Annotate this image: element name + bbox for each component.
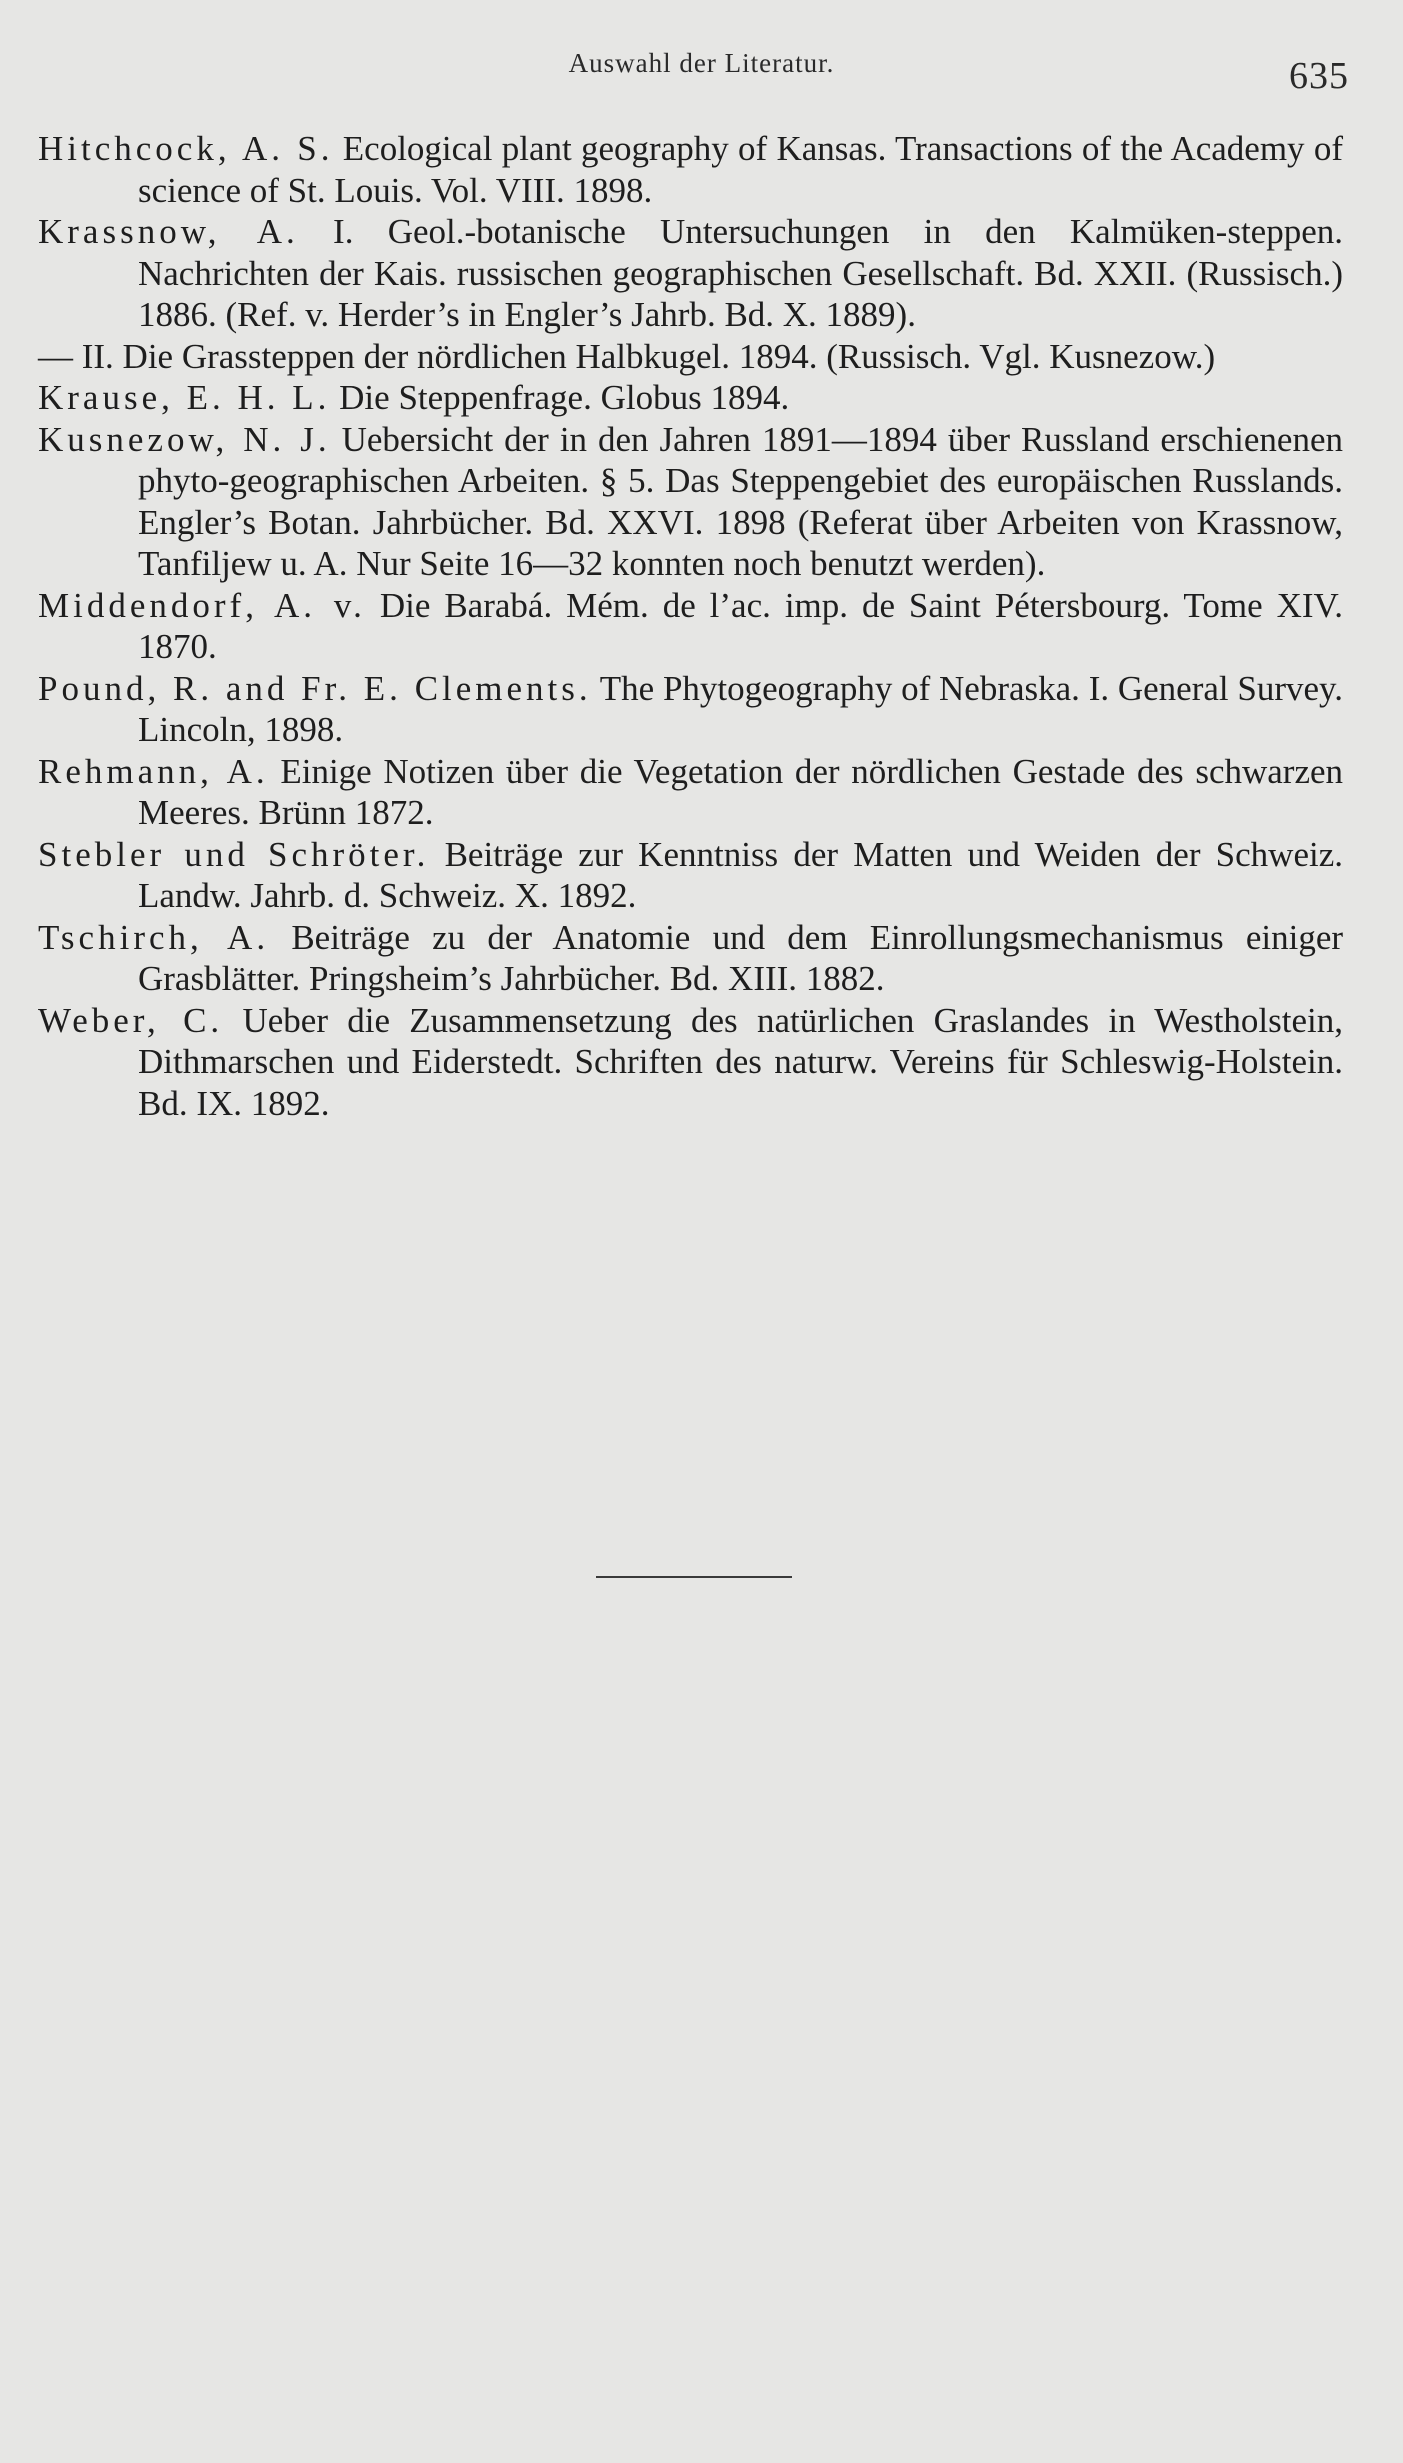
bibliography-entry xyxy=(38,585,1343,668)
bibliography-entry xyxy=(38,128,1343,211)
entry-author: Hitchcock, A. S. xyxy=(38,129,334,168)
bibliography-entry xyxy=(38,1000,1343,1125)
bibliography-entry xyxy=(38,751,1343,834)
bibliography-entry xyxy=(38,834,1343,917)
entry-text: The Phytogeography of Nebraska. I. General Survey. Lincoln, 1898. xyxy=(138,668,1343,749)
entry-author: Pound, R. and Fr. E. Clements. xyxy=(38,668,592,708)
running-head: Auswahl der Literatur. xyxy=(568,48,835,78)
entry-author: Krause, E. H. L. xyxy=(38,378,331,417)
bibliography-entry xyxy=(38,377,1343,419)
bibliography-entry xyxy=(38,211,1343,336)
entry-text: Ecological plant geography of Kansas. Transactions of the Academy of science of St. Louis. Vol. VIII. 1898. xyxy=(138,129,1344,210)
entry-author: Middendorf, A. v. xyxy=(38,585,366,625)
entry-text: — II. Die Grassteppen der nördlichen Halbkugel. 1894. (Russisch. Vgl. Kusnezow.) xyxy=(38,336,1216,376)
entry-author: Kusnezow, N. J. xyxy=(38,419,331,459)
entry-text: Die Barabá. Mém. de l’ac. imp. de Saint Pétersbourg. Tome XIV. 1870. xyxy=(138,585,1344,666)
entry-text: I. Geol.-botanische Untersuchungen in den Kalmüken-steppen. Nachrichten der Kais. russischen geographischen Gesellschaft. Bd. XXII. (Russisch.) 1886. (Ref. v. Herder’s in Engler’s Jahrb. Bd. X. 1889). xyxy=(138,212,1343,334)
entry-text: Beiträge zur Kenntniss der Matten und Weiden der Schweiz. Landw. Jahrb. d. Schweiz. X. 1892. xyxy=(138,834,1343,915)
entry-text: Ueber die Zusammensetzung des natürlichen Graslandes in Westholstein, Dithmarschen und Eiderstedt. Schriften des naturw. Vereins für Schleswig-Holstein. Bd. IX. 1892. xyxy=(138,1000,1343,1123)
entry-text: Uebersicht der in den Jahren 1891—1894 über Russland erschienenen phyto-geographischen Arbeiten. § 5. Das Steppengebiet des europäischen Russlands. Engler’s Botan. Jahrbücher. Bd. XXVI. 1898 (Referat über Arbeiten von Krassnow, Tanfiljew u. A. Nur Seite 16—32 konnten noch benutzt werden). xyxy=(138,419,1343,583)
entry-author: Weber, C. xyxy=(38,1000,224,1040)
entry-author: Tschirch, A. xyxy=(38,917,270,957)
end-divider xyxy=(596,1576,792,1578)
entry-author: Stebler und Schröter. xyxy=(38,834,430,874)
entry-text: Die Steppenfrage. Globus 1894. xyxy=(339,378,790,417)
entry-text: Beiträge zu der Anatomie und dem Einrollungsmechanismus einiger Grasblätter. Pringsheim’s Jahrbücher. Bd. XIII. 1882. xyxy=(138,917,1344,998)
bibliography-list xyxy=(38,128,1343,1124)
page-number: 635 xyxy=(1289,55,1349,97)
entry-text: Einige Notizen über die Vegetation der nördlichen Gestade des schwarzen Meeres. Brünn 1872. xyxy=(138,751,1344,832)
entry-author: Krassnow, A. xyxy=(38,212,299,251)
bibliography-entry xyxy=(38,917,1343,1000)
bibliography-entry xyxy=(38,336,1343,378)
bibliography-entry xyxy=(38,668,1343,751)
entry-author: Rehmann, A. xyxy=(38,751,269,791)
bibliography-entry xyxy=(38,419,1343,585)
